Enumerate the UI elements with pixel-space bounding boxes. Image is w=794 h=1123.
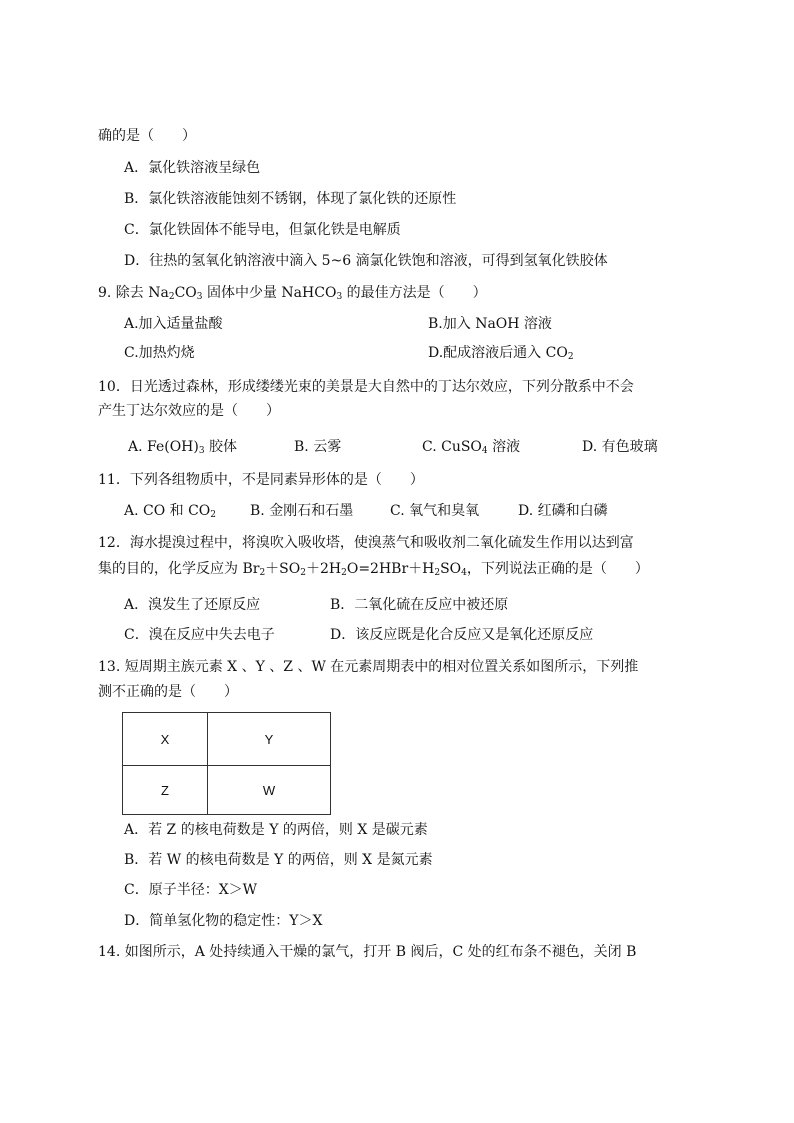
q12-stem-line1: 12．海水提溴过程中，将溴吹入吸收塔，使溴蒸气和吸收剂二氧化硫发生作用以达到富 — [98, 535, 634, 551]
q12-option-d: D．该反应既是化合反应又是氧化还原反应 — [330, 627, 594, 643]
q11-option-c: C. 氧气和臭氧 — [390, 503, 480, 519]
q10-option-c: C. CuSO$_4$ 溶液 — [422, 439, 521, 456]
cont-option-b: B．氯化铁溶液能蚀刻不锈钢，体现了氯化铁的还原性 — [124, 191, 457, 207]
table-cell-z: Z — [123, 766, 208, 815]
q9-option-b: B.加入 NaOH 溶液 — [428, 316, 552, 332]
table-cell-y: Y — [208, 713, 331, 766]
table-row — [123, 766, 331, 815]
table-row — [123, 713, 331, 766]
q11-stem: 11．下列各组物质中，不是同素异形体的是（ ） — [98, 472, 424, 488]
q10-stem-line1: 10．日光透过森林，形成缕缕光束的美景是大自然中的丁达尔效应，下列分散系中不会 — [98, 379, 634, 395]
q14-stem-line1: 14. 如图所示，A 处持续通入干燥的氯气，打开 B 阀后，C 处的红布条不褪色，关闭 B — [98, 944, 637, 960]
q10-stem-line2: 产生丁达尔效应的是（ ） — [98, 403, 280, 419]
q9-option-d: D.配成溶液后通入 $CO_2$ — [428, 345, 574, 362]
q12-option-b: B．二氧化硫在反应中被还原 — [330, 597, 509, 613]
q10-option-a: A. $Fe(OH)_3$ 胶体 — [128, 439, 238, 456]
q11-option-b: B. 金刚石和石墨 — [250, 503, 354, 519]
q13-stem-line1: 13. 短周期主族元素 X 、Y 、Z 、W 在元素周期表中的相对位置关系如图所示，下列推 — [98, 659, 639, 675]
q12-stem-line2: 集的目的，化学反应为 $Br_2+SO_2+2H_2O=2HBr+H_2SO_4$，下列说法正确的是（ ） — [98, 561, 649, 578]
periodic-table-fragment — [122, 712, 331, 815]
q10-option-b: B. 云雾 — [294, 439, 342, 455]
q13-option-b: B．若 W 的核电荷数是 Y 的两倍，则 X 是氮元素 — [124, 852, 433, 868]
q13-stem-line2: 测不正确的是（ ） — [98, 684, 238, 700]
table-cell-x: X — [123, 713, 208, 766]
q11-option-a: A. CO 和 $CO_2$ — [124, 503, 217, 520]
q13-option-d: D．简单氢化物的稳定性：Y＞X — [124, 913, 323, 929]
q9-option-a: A.加入适量盐酸 — [124, 316, 223, 332]
q13-option-a: A．若 Z 的核电荷数是 Y 的两倍，则 X 是碳元素 — [124, 822, 428, 838]
table-cell-w: W — [208, 766, 331, 815]
q9-stem: 9. 除去 $Na_2CO_3$ 固体中少量 NaHCO$_3$ 的最佳方法是（ ） — [98, 285, 487, 302]
q13-option-c: C．原子半径：X＞W — [124, 882, 258, 898]
q11-option-d: D. 红磷和白磷 — [518, 503, 608, 519]
cont-option-d: D．往热的氢氧化钠溶液中滴入 5~6 滴氯化铁饱和溶液，可得到氢氧化铁胶体 — [124, 253, 608, 269]
q12-option-a: A．溴发生了还原反应 — [124, 597, 261, 613]
q12-option-c: C．溴在反应中失去电子 — [124, 627, 275, 643]
q10-option-d: D. 有色玻璃 — [582, 439, 658, 455]
cont-option-a: A．氯化铁溶液呈绿色 — [124, 160, 261, 176]
q9-option-c: C.加热灼烧 — [124, 345, 195, 361]
cont-option-c: C．氯化铁固体不能导电，但氯化铁是电解质 — [124, 222, 401, 238]
cont-stem: 确的是（ ） — [98, 128, 196, 144]
